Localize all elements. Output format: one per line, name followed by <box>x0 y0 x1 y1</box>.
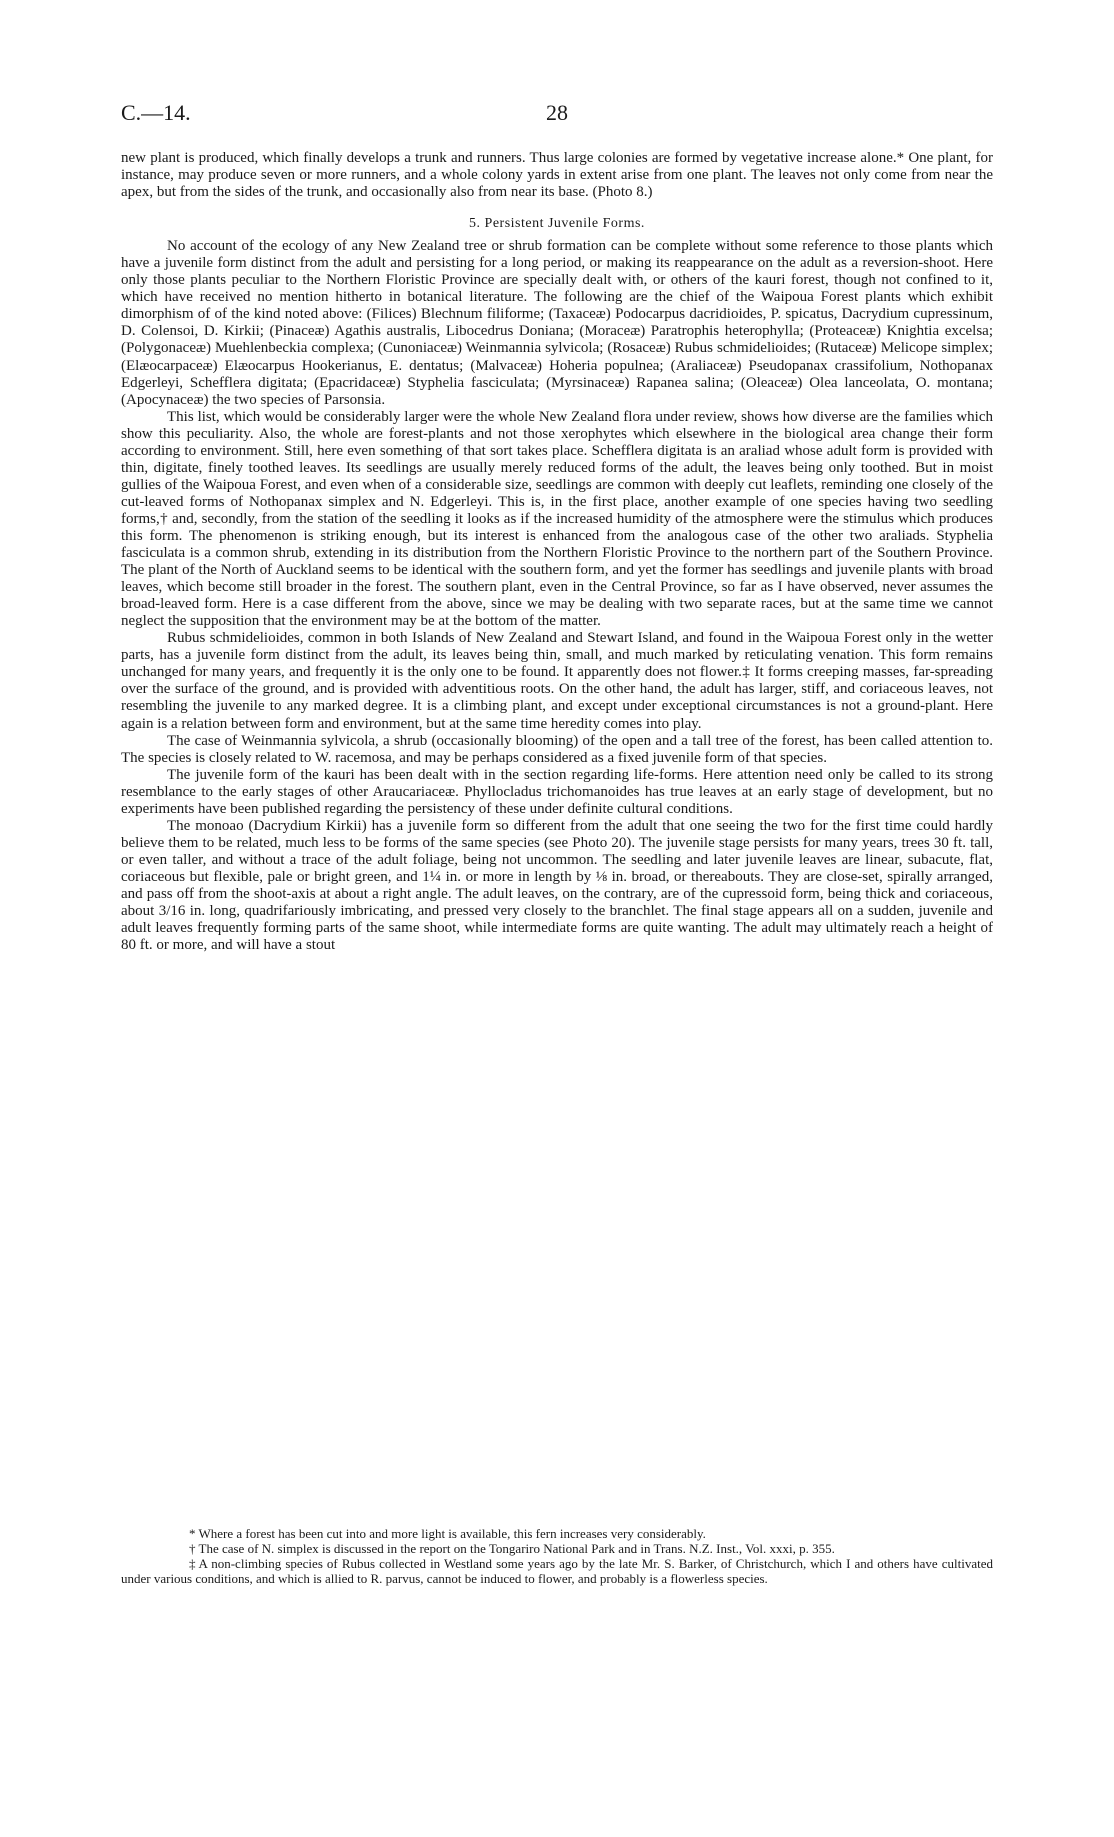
page-number: 28 <box>546 100 568 125</box>
footnote-text: A non-climbing species of Rubus collected in Westland some years ago by the late Mr. S. Barker, of Christchurch, which I and others have cultivated under various conditions, and which is allied to R. parvus, cannot be induced to flower, and probably is a flowerless species. <box>121 1556 993 1586</box>
footnote-mark: ‡ <box>189 1556 196 1571</box>
footnote-mark: † <box>189 1541 196 1556</box>
paragraph: This list, which would be considerably larger were the whole New Zealand flora under review, shows how diverse are the families which show this peculiarity. Also, the whole are forest-plants and not those xerophytes which elsewhere in the biological area change their form according to environment. Still, here even something of that sort takes place. Schefflera digitata is an araliad whose adult form is provided with thin, digitate, finely toothed leaves. Its seedlings are usually merely reduced forms of the adult, the leaves being only toothed. But in moist gullies of the Waipoua Forest, and even when of a considerable size, seedlings are common with deeply cut leaflets, reminding one closely of the cut-leaved forms of Nothopanax simplex and N. Edgerleyi. This is, in the first place, another example of one species having two seedling forms,† and, secondly, from the station of the seedling it looks as if the increased humidity of the atmosphere were the stimulus which produces this form. The phenomenon is striking enough, but its interest is enhanced from the analogous case of the other two araliads. Styphelia fasciculata is a common shrub, extending in its distribution from the Northern Floristic Province to the northern part of the Southern Province. The plant of the North of Auckland seems to be identical with the southern form, and yet the former has seedlings and juvenile plants with broad leaves, which become still broader in the forest. The southern plant, even in the Central Province, so far as I have observed, never assumes the broad-leaved form. Here is a case different from the above, since we may be dealing with two separate races, but at the same time we cannot neglect the supposition that the environment may be at the bottom of the matter. <box>121 408 993 630</box>
paragraph: new plant is produced, which finally develops a trunk and runners. Thus large colonies are formed by vegetative increase alone.* One plant, for instance, may produce seven or more runners, and a whole colony yards in extent arise from one plant. The leaves not only come from near the apex, but from the sides of the trunk, and occasionally also from near its base. (Photo 8.) <box>121 150 993 201</box>
section-heading: 5. Persistent Juvenile Forms. <box>469 216 645 232</box>
body-text <box>121 150 993 954</box>
footnote-mark: * <box>189 1526 196 1541</box>
paragraph: The juvenile form of the kauri has been dealt with in the section regarding life-forms. Here attention need only be called to its strong resemblance to the early stages of other Araucariaceæ. Phyllocladus trichomanoides has true leaves at an early stage of development, but no experiments have been published regarding the persistency of these under definite cultural conditions. <box>121 766 993 817</box>
footnote <box>121 1541 993 1556</box>
footnote <box>121 1556 993 1586</box>
footnote <box>121 1526 993 1541</box>
footnote-text: The case of N. simplex is discussed in the report on the Tongariro National Park and in Trans. N.Z. Inst., Vol. xxxi, p. 355. <box>198 1541 835 1556</box>
footnotes <box>121 1526 993 1586</box>
paragraph: The case of Weinmannia sylvicola, a shrub (occasionally blooming) of the open and a tall tree of the forest, has been called attention to. The species is closely related to W. racemosa, and may be perhaps considered as a fixed juvenile form of that species. <box>121 732 993 766</box>
paragraph: Rubus schmidelioides, common in both Islands of New Zealand and Stewart Island, and found in the Waipoua Forest only in the wetter parts, has a juvenile form distinct from the adult, its leaves being thin, small, and much marked by reticulating venation. This form remains unchanged for many years, and frequently it is the only one to be found. It apparently does not flower.‡ It forms creeping masses, far-spreading over the surface of the ground, and is provided with adventitious roots. On the other hand, the adult has larger, stiff, and coriaceous leaves, not resembling the juvenile to any marked degree. It is a climbing plant, and except under exceptional circumstances is not a ground-plant. Here again is a relation between form and environment, but at the same time heredity comes into play. <box>121 630 993 732</box>
paragraph: The monoao (Dacrydium Kirkii) has a juvenile form so different from the adult that one seeing the two for the first time could hardly believe them to be related, much less to be forms of the same species (see Photo 20). The juvenile stage persists for many years, trees 30 ft. tall, or even taller, and without a trace of the adult foliage, being not uncommon. The seedling and later juvenile leaves are linear, subacute, flat, coriaceous but flexible, pale or bright green, and 1¼ in. or more in length by ⅛ in. broad, or thereabouts. They are close-set, spirally arranged, and pass off from the shoot-axis at about a right angle. The adult leaves, on the contrary, are of the cupressoid form, being thick and coriaceous, about 3/16 in. long, quadrifariously imbricating, and pressed very closely to the branchlet. The final stage appears all on a sudden, juvenile and adult leaves frequently forming parts of the same shoot, while intermediate forms are quite wanting. The adult may ultimately reach a height of 80 ft. or more, and will have a stout <box>121 817 993 954</box>
document-reference: C.—14. <box>121 100 191 125</box>
footnote-text: Where a forest has been cut into and more light is available, this fern increases very considerably. <box>198 1526 706 1541</box>
page-header <box>121 100 993 130</box>
paragraph: No account of the ecology of any New Zealand tree or shrub formation can be complete without some reference to those plants which have a juvenile form distinct from the adult and persisting for a long period, or making its reappearance on the adult as a reversion-shoot. Here only those plants peculiar to the Northern Floristic Province are specially dealt with, or others of the kauri forest, though not confined to it, which have received no mention hitherto in botanical literature. The following are the chief of the Waipoua Forest plants which exhibit dimorphism of of the kind noted above: (Filices) Blechnum filiforme; (Taxaceæ) Podocarpus dacridioides, P. spicatus, Dacrydium cupressinum, D. Colensoi, D. Kirkii; (Pinaceæ) Agathis australis, Libocedrus Doniana; (Moraceæ) Paratrophis heterophylla; (Proteaceæ) Knightia excelsa; (Polygonaceæ) Muehlenbeckia complexa; (Cunoniaceæ) Weinmannia sylvicola; (Rosaceæ) Rubus schmidelioides; (Rutaceæ) Melicope simplex; (Elæocarpaceæ) Elæocarpus Hookerianus, E. dentatus; (Malvaceæ) Hoheria populnea; (Araliaceæ) Pseudopanax crassifolium, Nothopanax Edgerleyi, Schefflera digitata; (Epacridaceæ) Styphelia fasciculata; (Myrsinaceæ) Rapanea salina; (Oleaceæ) Olea lanceolata, O. montana; (Apocynaceæ) the two species of Parsonsia. <box>121 238 993 408</box>
